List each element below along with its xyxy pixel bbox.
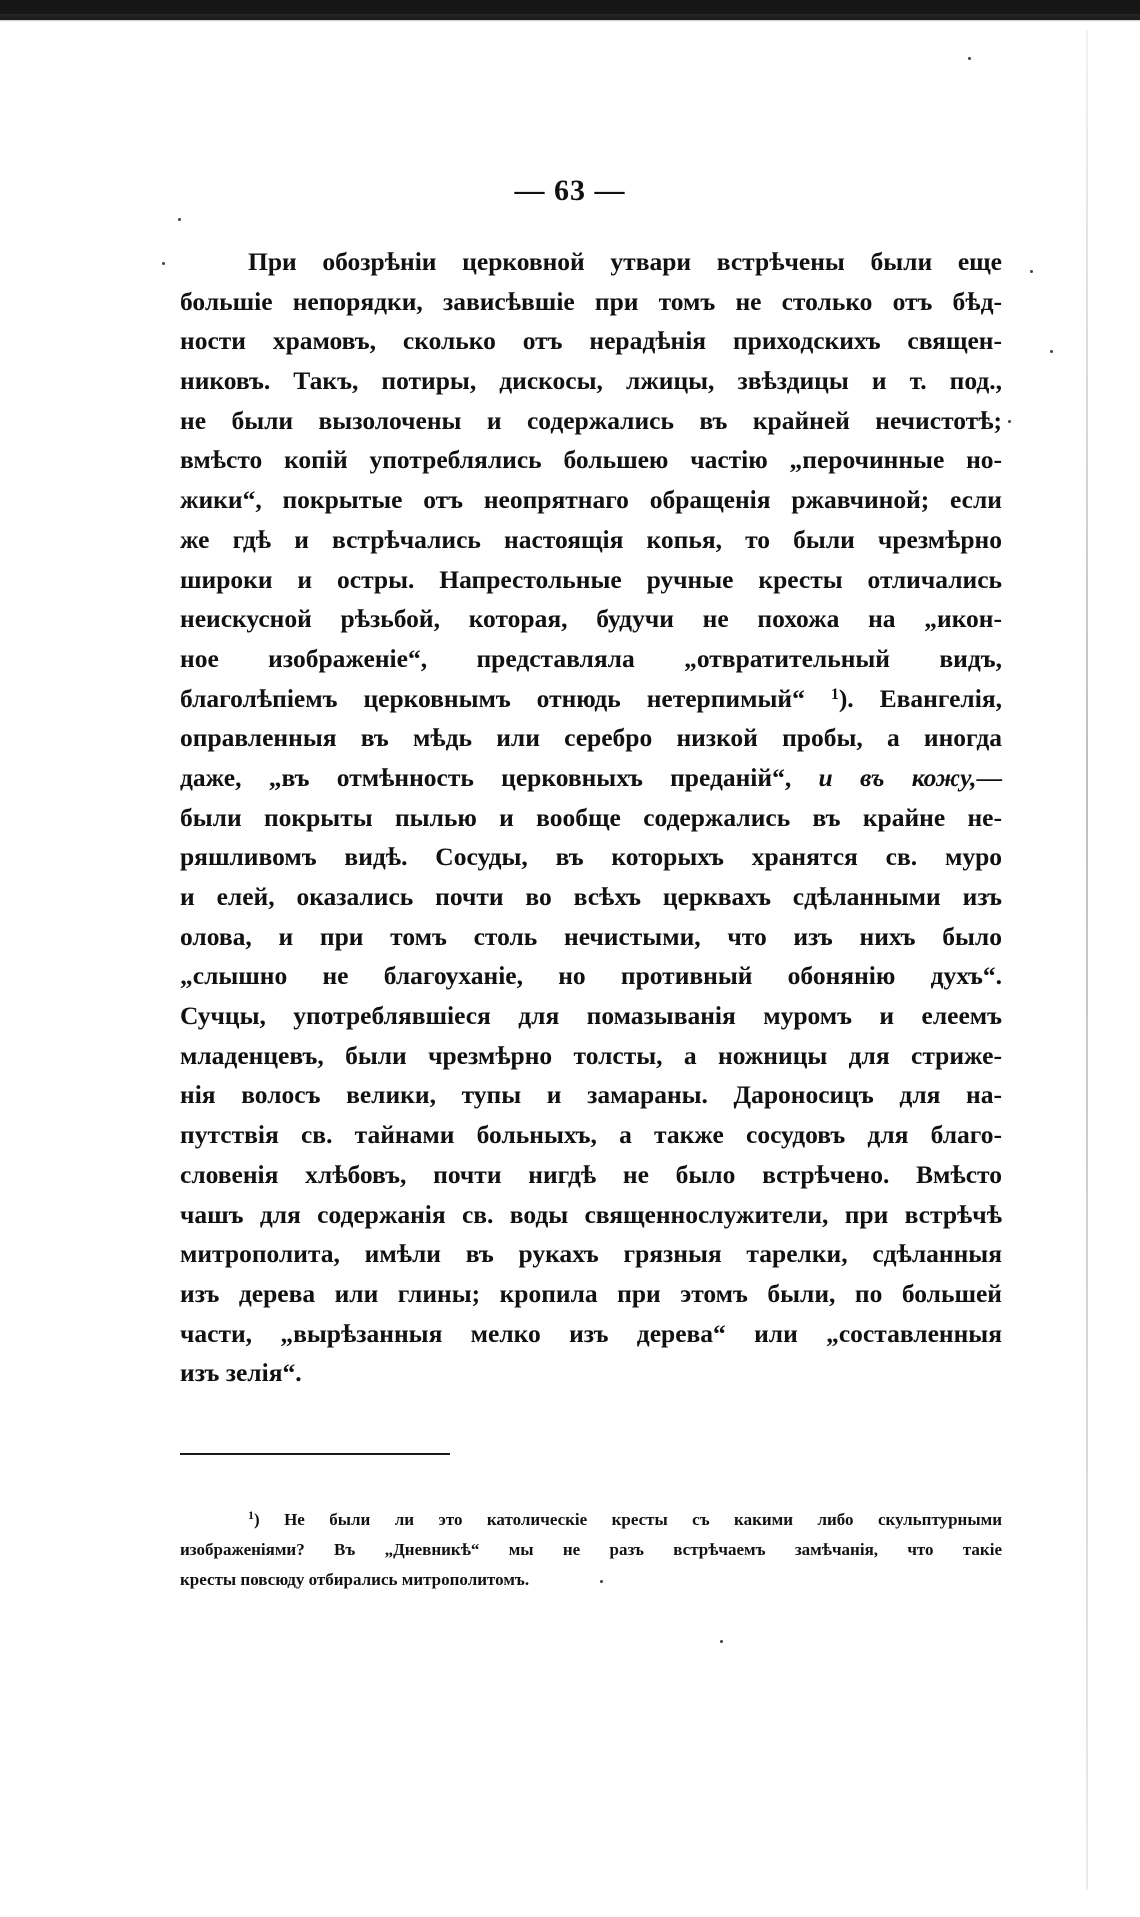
text-line: олова, и при томъ столь нечистыми, что изъ нихъ было [180, 921, 1002, 951]
text-segment: ) Не были ли это католическіе кресты съ какими либо скульптурными [254, 1510, 1002, 1529]
text-line: изъ дерева или глины; кропила при этомъ были, по большей [180, 1278, 1002, 1308]
text-line: оправленныя въ мѣдь или серебро низкой пробы, а иногда [180, 723, 1002, 753]
text-line: младенцевъ, были чрезмѣрно толсты, а ножницы для стриже- [180, 1040, 1002, 1070]
text-line: и елей, оказались почти во всѣхъ церквахъ сдѣланными изъ [180, 882, 1002, 911]
page-edge-shadow [1086, 30, 1088, 1890]
body-text [180, 242, 1002, 1393]
paper-speck [162, 262, 165, 265]
paper-speck [1030, 270, 1033, 273]
text-line: ное изображеніе“, представляла „отвратительный видъ, [180, 643, 1002, 673]
text-line: жики“, покрытые отъ неопрятнаго обращенія ржавчиной; если [180, 485, 1002, 515]
text-line: Сучцы, употреблявшіеся для помазыванія муромъ и елеемъ [180, 1001, 1002, 1031]
paper-speck [720, 1640, 723, 1643]
paper-speck [968, 57, 971, 60]
text-line: словенія хлѣбовъ, почти нигдѣ не было встрѣчено. Вмѣсто [180, 1159, 1002, 1189]
text-line: большіе непорядки, зависѣвшіе при томъ не столько отъ бѣд- [180, 286, 1002, 316]
text-line: изъ зелія“. [180, 1358, 302, 1388]
text-line: ности храмовъ, сколько отъ нерадѣнія приходскихъ священ- [180, 326, 1002, 356]
text-line: путствія св. тайнами больныхъ, а также сосудовъ для благо- [180, 1120, 1002, 1150]
text-line: никовъ. Такъ, потиры, дискосы, лжицы, звѣздицы и т. под., [180, 366, 1002, 396]
text-line: части, „вырѣзанныя мелко изъ дерева“ или „составленныя [180, 1318, 1002, 1348]
text-line: При обозрѣніи церковной утвари встрѣчены были еще [248, 247, 1002, 276]
text-segment: благолѣпіемъ церковнымъ отнюдь нетерпимый“ [180, 683, 805, 713]
text-line: не были вызолочены и содержались въ крайней нечистотѣ; [180, 405, 1002, 435]
text-line-with-italic [180, 758, 1002, 798]
text-line: вмѣсто копій употреблялись большею частію „перочинные но- [180, 445, 1002, 475]
paper-speck [1008, 420, 1011, 423]
text-segment: даже, „въ отмѣнность церковныхъ преданій“, [180, 762, 792, 792]
page-number: — 63 — [514, 174, 626, 207]
footnote-line [180, 1505, 1002, 1535]
text-line: же гдѣ и встрѣчались настоящія копья, то были чрезмѣрно [180, 524, 1002, 554]
text-line: нія волосъ велики, тупы и замараны. Дароносицъ для на- [180, 1080, 1002, 1110]
paper-speck [600, 1580, 603, 1583]
text-line: чашъ для содержанія св. воды священнослужители, при встрѣчѣ [180, 1199, 1002, 1229]
text-line: неискусной рѣзьбой, которая, будучи не похожа на „икон- [180, 604, 1002, 634]
text-line: „слышно не благоуханіе, но противный обонянію духъ“. [180, 961, 1002, 991]
dash: — [976, 762, 1002, 792]
paper-speck [178, 218, 181, 221]
text-line: ряшливомъ видѣ. Сосуды, въ которыхъ хранятся св. муро [180, 842, 1002, 872]
text-line: митрополита, имѣли въ рукахъ грязныя тарелки, сдѣланныя [180, 1239, 1002, 1269]
text-segment: ). Евангелія, [838, 683, 1002, 713]
footnote-separator [180, 1453, 450, 1455]
footnote [180, 1505, 1002, 1595]
footnote-line: изображеніями? Въ „Дневникѣ“ мы не разъ встрѣчаемъ замѣчанія, что такіе [180, 1540, 1002, 1559]
paper-speck [1050, 350, 1053, 353]
italic-phrase: и въ кожу, [818, 762, 977, 792]
footnote-marker: 1 [248, 1508, 254, 1522]
text-line-with-footnote [180, 679, 1002, 719]
text-line: были покрыты пылью и вообще содержались въ крайне не- [180, 802, 1002, 832]
footnote-line: кресты повсюду отбирались митрополитомъ. [180, 1570, 530, 1589]
text-line: широки и остры. Напрестольные ручные кресты отличались [180, 564, 1002, 594]
top-border-shadow [0, 14, 1140, 22]
footnote-reference: 1 [830, 685, 839, 703]
